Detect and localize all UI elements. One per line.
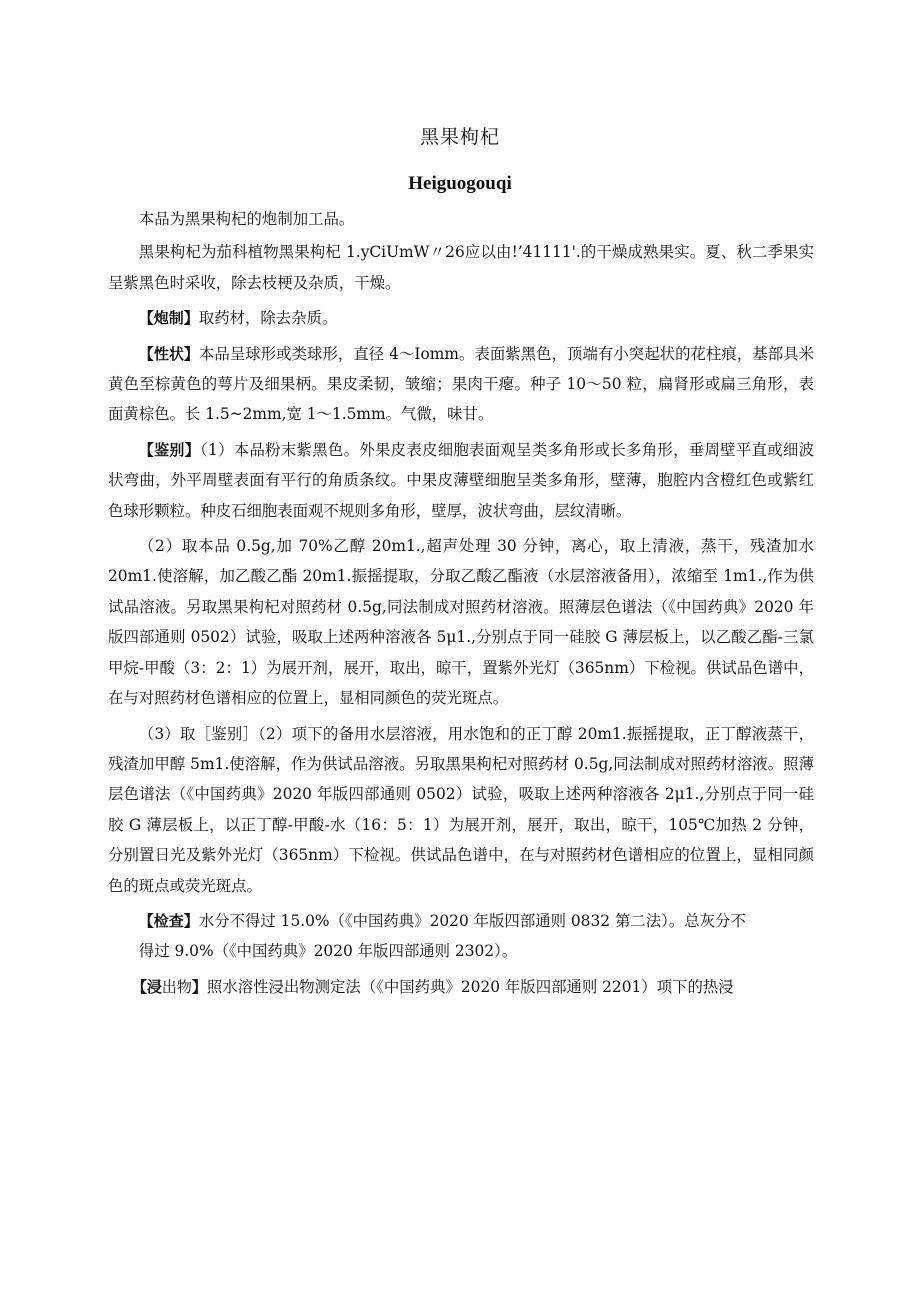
document-pinyin-title: Heiguogouqi [408, 173, 512, 194]
identification-paragraph-3: （3）取［鉴别］（2）项下的备用水层溶液，用水饱和的正丁醇 20m1.振摇提取，正丁醇液蒸干，残渣加甲醇 5m1.使溶解，作为供试品溶液。另取黑果枸杞对照药材 0.5g,同法制成对照药材溶液。照薄层色谱法（《中国药典》2020 年版四部通则 0502）试验，吸取上述两种溶液各 2μ1.,分别点于同一硅胶 G 薄层板上，以正丁醇-甲酸-水（16：5：1）为展开剂，展开，取出，晾干，105℃加热 2 分钟，分别置日光及紫外光灯（365nm）下检视。供试品色谱中，在与对照药材色谱相应的位置上，显相同颜色的斑点或荧光斑点。 [108, 724, 814, 895]
processing-tag: 【炮制】 [138, 309, 199, 328]
inspection-paragraph [108, 906, 814, 936]
processing-text: 取药材，除去杂质。 [198, 309, 338, 328]
source-paragraph: 黑果枸杞为茄科植物黑果枸杞 1.yCiUmW〃26应以由!’41111'.的干燥成熟果实。夏、秋二季果实呈紫黑色时采收，除去枝梗及杂质，干燥。 [108, 243, 814, 292]
identification-paragraph-1 [108, 435, 814, 526]
processing-paragraph [108, 303, 814, 333]
identification-item-1: （1）本品粉末紫黑色。外果皮表皮细胞表面观呈类多角形或长多角形，垂周壁平直或细波状弯曲，外平周壁表面有平行的角质条纹。中果皮薄壁细胞呈类多角形，壁薄，胞腔内含橙红色或紫红色球形颗粒。种皮石细胞表面观不规则多角形，壁厚，波状弯曲，层纹清晰。 [108, 440, 814, 520]
inspection-paragraph-continued: 得过 9.0%（《中国药典》2020 年版四部通则 2302）。 [138, 942, 518, 961]
document-title: 黑果枸杞 [419, 126, 500, 148]
description-text: 本品呈球形或类球形，直径 4～Iomm。表面紫黑色，顶端有小突起状的花柱痕，基部具米黄色至棕黄色的萼片及细果柄。果皮柔韧，皱缩；果肉干瘪。种子 10～50 粒，扁肾形或扁三角形，表面黄棕色。长 1.5~2mm,宽 1～1.5mm。气微，味甘。 [108, 344, 814, 424]
extract-paragraph [108, 972, 814, 1002]
intro-paragraph: 本品为黑果枸杞的炮制加工品。 [138, 210, 355, 228]
identification-tag: 【鉴别】 [138, 440, 200, 459]
description-paragraph [108, 339, 814, 430]
extract-text: 照水溶性浸出物测定法（《中国药典》2020 年版四部通则 2201）项下的热浸 [206, 977, 734, 996]
inspection-text-1: 水分不得过 15.0%（《中国药典》2020 年版四部通则 0832 第二法）。总灰分不 [198, 911, 746, 930]
inspection-tag: 【检查】 [138, 911, 199, 930]
extract-tag-open: 【浸 [131, 977, 162, 996]
document-body [108, 204, 814, 1002]
identification-paragraph-2: （2）取本品 0.5g,加 70%乙醇 20m1.,超声处理 30 分钟，离心，取上清液，蒸干，残渣加水 20m1.使溶解，加乙酸乙酯 20m1.振摇提取，分取乙酸乙酯液（水层溶液备用），浓缩至 1m1.,作为供试品溶液。另取黑果枸杞对照药材 0.5g,同法制成对照药材溶液。照薄层色谱法（《中国药典》2020 年版四部通则 0502）试验，吸取上述两种溶液各 5μ1.,分别点于同一硅胶 G 薄层板上，以乙酸乙酯-三氯甲烷-甲酸（3：2：1）为展开剂，展开，取出，晾干，置紫外光灯（365nm）下检视。供试品色谱中，在与对照药材色谱相应的位置上，显相同颜色的荧光斑点。 [108, 537, 814, 708]
description-tag: 【性状】 [138, 344, 199, 363]
extract-tag-close: 】 [191, 977, 207, 996]
extract-tag-middle: 出物 [161, 977, 192, 996]
